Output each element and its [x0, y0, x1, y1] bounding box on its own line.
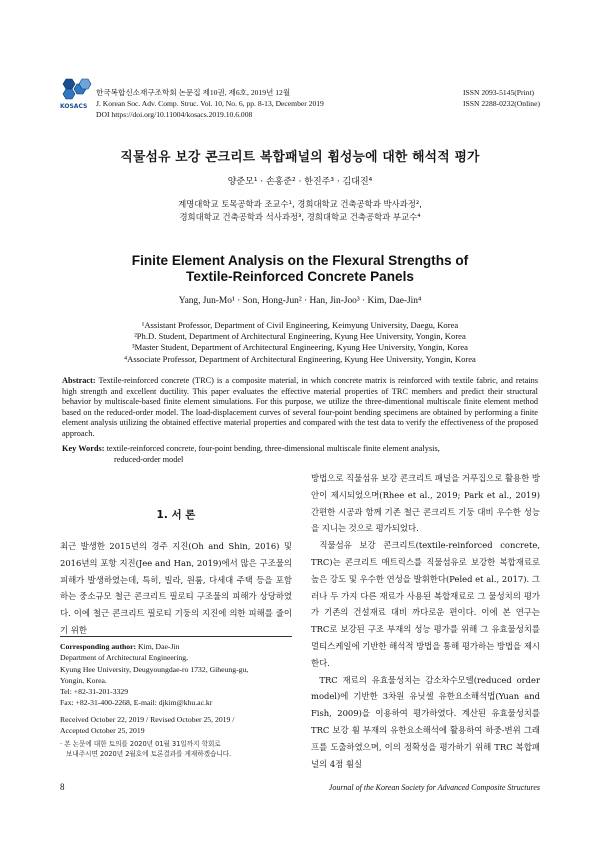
journal-logo	[60, 78, 100, 110]
abstract-text: Textile-reinforced concrete (TRC) is a composite material, in which concrete matrix is reinforced with textile fabric, and retains high strength and excellent ductility. This paper evaluates the effective material properties of TRC members and predict their structural behavior by multiscale-based finite element simulations. For this purpose, we utilize the three-dimentional multiscale finite element method based on the reduced-order model. The load-displacement curves of several four-point bending specimens are obtained by performing a finite element analysis utilizing the obtained effective material properties and compared with the test data to verify the effectiveness of the proposed approach.	[62, 376, 538, 438]
received-dates	[60, 714, 292, 737]
journal-info	[96, 87, 324, 120]
corr-tel: Tel: +82-31-201-3329	[60, 687, 129, 697]
english-title-line: Textile-Reinforced Concrete Panels	[186, 269, 414, 284]
english-aff-line: ³Master Student, Department of Architectural Engineering, Kyung Hee University, Yongin, Korea	[132, 342, 468, 353]
intro-right-column	[311, 470, 540, 772]
paragraph: 방법으로 직물섬유 보강 콘크리트 패널을 거푸집으로 활용한 방안이 제시되었으며(Rhee et al., 2019; Park et al., 2019) 간편한 시공과 함께 기존 철근 콘크리트 기둥 대비 우수한 성능을 지니는 것으로 평가되었다.	[311, 473, 540, 534]
keywords-label: Key Words:	[62, 444, 105, 453]
intro-left-paragraph	[60, 538, 292, 639]
doi: DOI https://doi.org/10.11004/kosacs.2019.10.6.008	[96, 110, 253, 119]
abstract-label: Abstract:	[62, 376, 96, 385]
dates-line: Received October 22, 2019 / Revised October 25, 2019 /	[60, 715, 235, 724]
footnote-divider	[60, 636, 292, 637]
kosacs-logo-icon	[60, 78, 94, 100]
korean-authors: 양준모¹ · 손홍준² · 한진주³ · 김대진⁴	[227, 177, 373, 187]
running-footer: Journal of the Korean Society for Advanced Composite Structures	[328, 783, 540, 792]
corr-fax-email: Fax: +82-31-400-2268, E-mail: djkim@khu.ac.kr	[60, 698, 213, 708]
corr-address: Kyung Hee University, Deugyoungdae-ro 1732, Giheung-gu,	[60, 664, 249, 674]
dates-line: Accepted October 25, 2019	[60, 726, 145, 736]
english-affiliations	[0, 320, 600, 365]
english-title-line: Finite Element Analysis on the Flexural Strengths of	[131, 253, 469, 268]
corr-name: Kim, Dae-Jin	[138, 642, 180, 651]
footnote-line: · 본 논문에 대한 토의를 2020년 01월 31일까지 학회로	[60, 740, 221, 748]
discussion-footnote	[60, 740, 292, 759]
korean-affiliations	[0, 198, 600, 223]
journal-korean: 한국복합신소재구조학회 논문집 제10권, 제6호, 2019년 12월	[96, 88, 291, 97]
korean-aff-line: 경희대학교 건축공학과 석사과정³, 경희대학교 건축공학과 부교수⁴	[179, 211, 421, 222]
keywords-text-cont: reduced-order model	[114, 454, 184, 464]
paragraph-text: 최근 발생한 2015년의 경주 지진(Oh and Shin, 2016) 및 2016년의 포항 지진(Jee and Han, 2019)에서 많은 구조물의 피해가 발생하였는데, 특히, 빌라, 원룸, 다세대 주택 등을 포함하는 중소규모 철근 콘크리트 필로티 구조물의 피해가 상당하였다. 이에 철근 콘크리트 필로티 기둥의 지진에 의한 피해를 줄이기 위한	[60, 541, 292, 635]
corr-dept: Department of Architectural Engineering,	[60, 653, 189, 663]
corr-label: Corresponding author:	[60, 642, 137, 651]
abstract	[62, 376, 538, 440]
english-aff-line: ²Ph.D. Student, Department of Architectural Engineering, Kyung Hee University, Yongin, Korea	[134, 331, 466, 342]
page-number: 8	[60, 782, 65, 792]
corresponding-author	[60, 641, 292, 709]
paragraph: TRC 재료의 유효물성치는 감소차수모델(reduced order model)에 기반한 3차원 유닛셀 유한요소해석법(Yuan and Fish, 2009)을 이용하여 평가하였다. 계산된 유효물성치를 TRC 보강 휨 부재의 유한요소해석에 활용하여 하중-변위 그래프를 도출하였으며, 이의 정확성을 평가하기 위해 TRC 복합패널의 4점 휨실	[311, 674, 540, 769]
korean-title: 직물섬유 보강 콘크리트 복합패널의 휨성능에 대한 해석적 평가	[120, 150, 480, 165]
corr-city: Yongin, Korea.	[60, 675, 107, 685]
footnote-line: 보내주시면 2020년 2월호에 토론결과를 게재하겠습니다.	[66, 749, 232, 758]
english-authors: Yang, Jun-Mo¹ · Son, Hong-Jun² · Han, Jin-Joo³ · Kim, Dae-Jin⁴	[178, 296, 422, 306]
issn-block	[463, 87, 540, 109]
keywords	[62, 444, 538, 465]
paragraph: 직물섬유 보강 콘크리트(textile-reinforced concrete, TRC)는 콘크리트 매트릭스를 직물섬유로 보강한 복합재료로 높은 강도 및 우수한 연성을 발휘한다(Peled et al., 2017). 그러나 두 가지 다른 재료가 사용된 복합재료로 그 물성치의 평가가 기존의 건설재료 대비 까다로운 편이다. 이에 본 연구는 TRC로 보강된 구조 부재의 성능 평가를 위해 그 유효물성치를 멀티스케일에 기반한 해석적 방법을 통해 평가하는 방법을 제시한다.	[311, 540, 540, 668]
logo-text: KOSACS	[60, 103, 88, 110]
english-aff-line: ¹Assistant Professor, Department of Civil Engineering, Keimyung University, Daegu, Korea	[141, 320, 459, 330]
keywords-text: textile-reinforced concrete, four-point bending, three-dimensional multiscale finite element analysis,	[106, 444, 440, 453]
korean-aff-line: 계명대학교 토목공학과 조교수¹, 경희대학교 건축공학과 박사과정²,	[178, 199, 422, 209]
journal-english: J. Korean Soc. Adv. Comp. Struc. Vol. 10, No. 6, pp. 8-13, December 2019	[96, 99, 324, 108]
english-title	[0, 253, 600, 285]
english-aff-line: ⁴Associate Professor, Department of Architectural Engineering, Kyung Hee University, Yongin, Korea	[124, 353, 476, 364]
issn-print: ISSN 2093-5145(Print)	[463, 88, 535, 97]
section-heading: 1. 서 론	[156, 509, 196, 521]
issn-online: ISSN 2288-0232(Online)	[463, 99, 540, 108]
